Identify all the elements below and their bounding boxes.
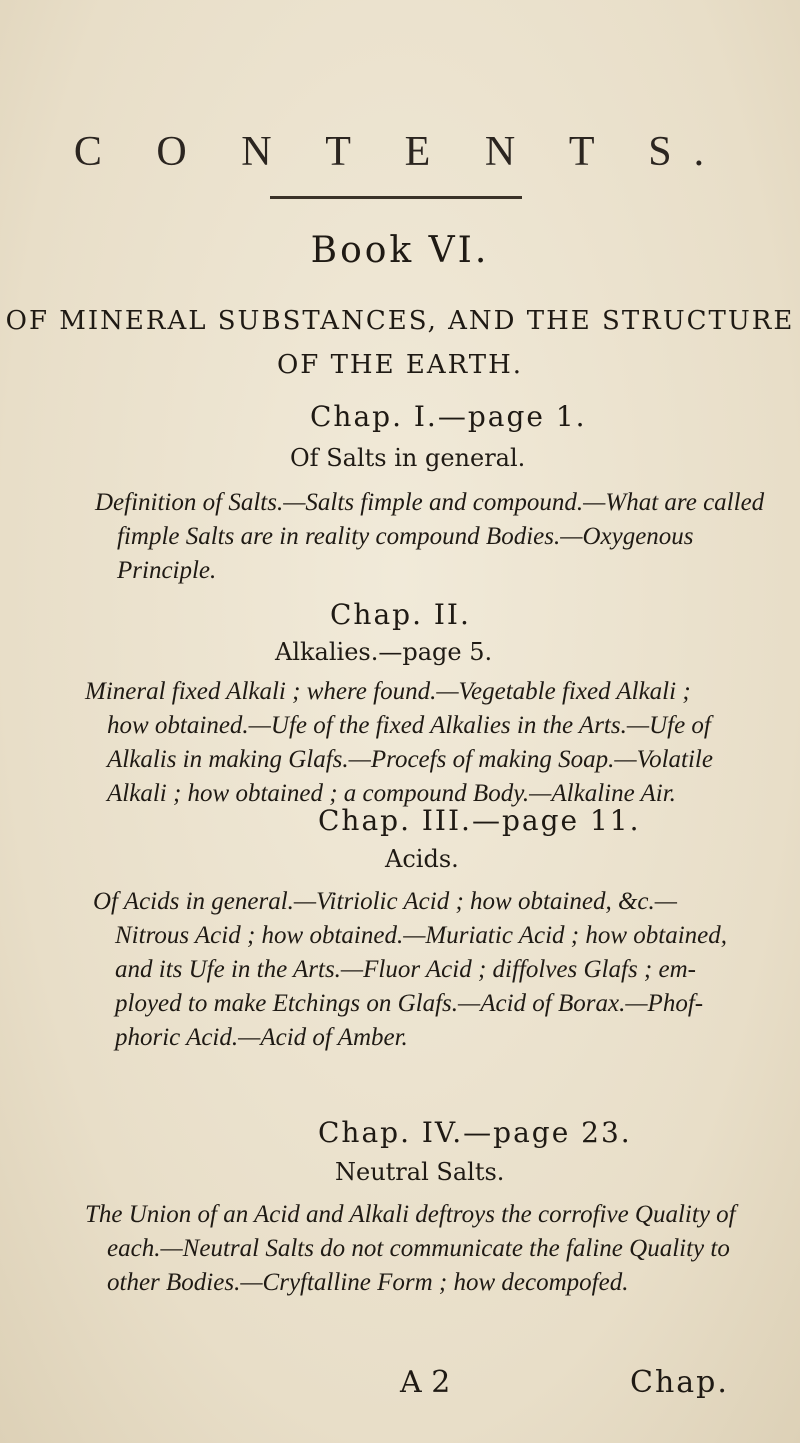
signature-mark: A 2: [400, 1365, 451, 1400]
summary-line: and its Ufe in the Arts.—Fluor Acid ; diffolves Glafs ; em-: [115, 956, 696, 983]
heading-rule: [270, 196, 522, 199]
summary-line: Alkali ; how obtained ; a compound Body.—Alkaline Air.: [107, 780, 676, 807]
summary-line: Alkalis in making Glafs.—Procefs of making Soap.—Volatile: [107, 746, 713, 773]
summary-line: each.—Neutral Salts do not communicate the faline Quality to: [107, 1235, 730, 1262]
chapter-1-heading: Chap. I.—page 1.: [310, 400, 587, 433]
summary-line: Mineral fixed Alkali ; where found.—Vegetable fixed Alkali ;: [85, 678, 691, 705]
summary-line: ployed to make Etchings on Glafs.—Acid of Borax.—Phof-: [115, 990, 704, 1017]
summary-line: other Bodies.—Cryftalline Form ; how decompofed.: [107, 1269, 629, 1296]
catchword: Chap.: [630, 1365, 729, 1400]
book-subject-line-2: OF THE EARTH.: [276, 350, 524, 380]
summary-line: Of Acids in general.—Vitriolic Acid ; how obtained, &c.—: [93, 888, 677, 915]
chapter-2-summary: [85, 675, 715, 811]
summary-line: phoric Acid.—Acid of Amber.: [115, 1024, 408, 1051]
chapter-4-heading: Chap. IV.—page 23.: [318, 1116, 632, 1149]
chapter-3-heading: Chap. III.—page 11.: [318, 804, 641, 837]
contents-heading: C O N T E N T S.: [73, 129, 727, 175]
chapter-2-heading: Chap. II.: [330, 598, 471, 631]
chapter-3-title: Acids.: [385, 845, 459, 873]
summary-line: how obtained.—Ufe of the fixed Alkalies in the Arts.—Ufe of: [107, 712, 711, 739]
chapter-3-summary: [93, 885, 728, 1055]
chapter-2-title: Alkalies.—page 5.: [275, 638, 493, 666]
chapter-1-summary: [95, 486, 765, 588]
chapter-4-title: Neutral Salts.: [335, 1158, 505, 1186]
book-title: Book VI.: [310, 230, 490, 271]
summary-line: Definition of Salts.—Salts fimple and compound.—What are called: [95, 489, 765, 516]
chapter-1-title: Of Salts in general.: [290, 444, 526, 472]
summary-line: Principle.: [117, 557, 217, 584]
summary-line: Nitrous Acid ; how obtained.—Muriatic Acid ; how obtained,: [115, 922, 728, 949]
book-subject-line-1: OF MINERAL SUBSTANCES, AND THE STRUCTURE: [5, 306, 795, 336]
chapter-4-summary: [85, 1198, 736, 1300]
summary-line: fimple Salts are in reality compound Bodies.—Oxygenous: [117, 523, 694, 550]
summary-line: The Union of an Acid and Alkali deftroys the corrofive Quality of: [85, 1201, 736, 1228]
